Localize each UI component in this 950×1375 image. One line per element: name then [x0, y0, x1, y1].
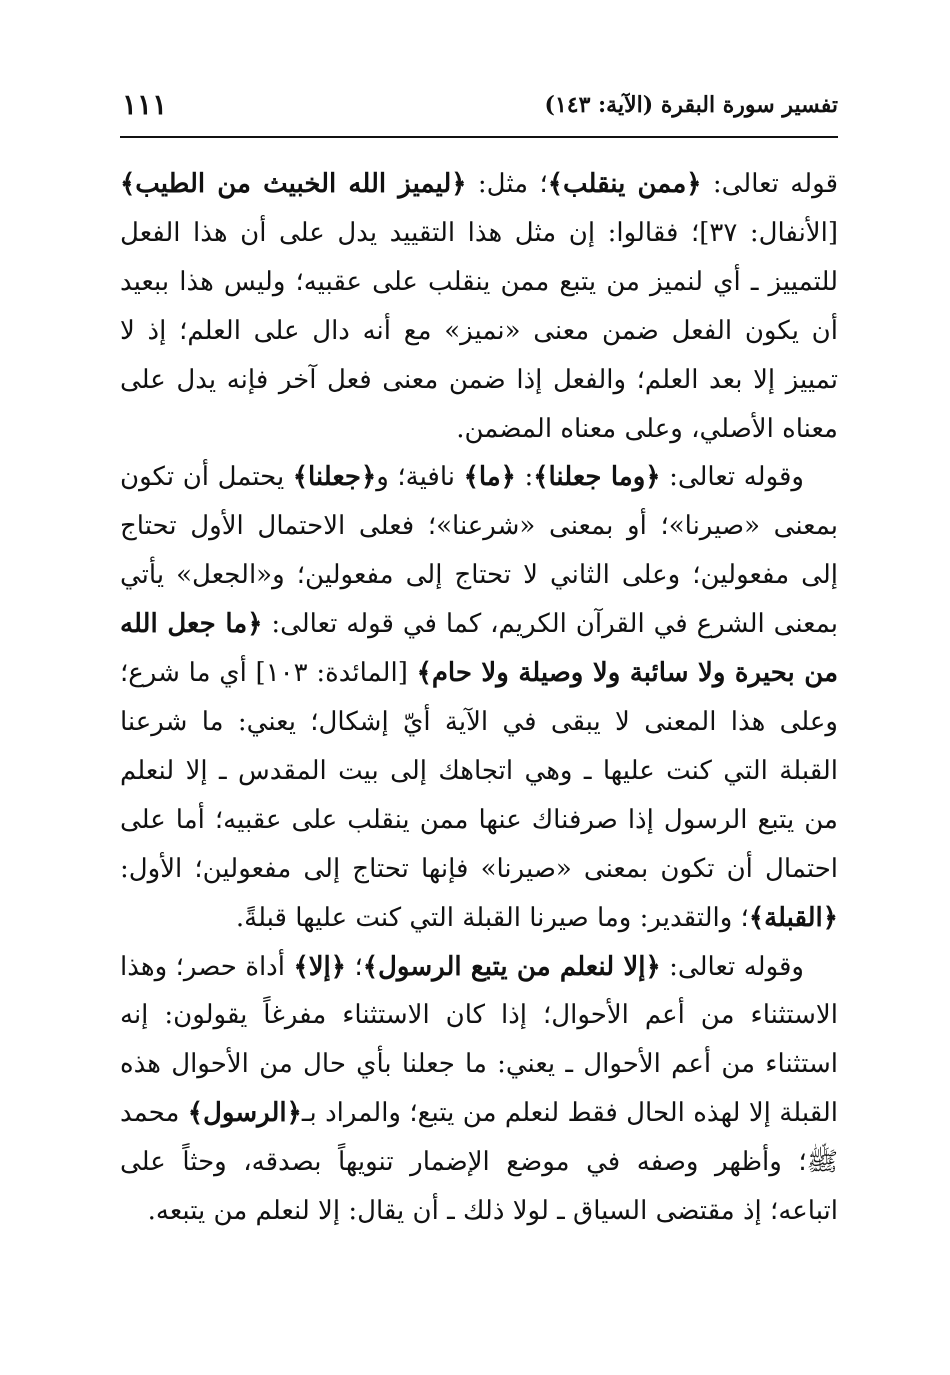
quran-quote: ﴿إلا﴾ — [293, 951, 347, 982]
paragraph-text: ؛ مثل: — [466, 169, 548, 199]
paragraph-text: ؛ — [346, 951, 363, 982]
quran-quote: ﴿ما﴾ — [463, 462, 516, 493]
quran-quote: ﴿وما جعلنا﴾ — [533, 462, 661, 493]
paragraph-text: وقوله تعالى: — [660, 951, 804, 982]
book-page — [120, 88, 838, 1318]
paragraph-2 — [120, 453, 838, 942]
paragraph-text: وقوله تعالى: — [660, 462, 804, 493]
quran-quote: ﴿إلا لنعلم من يتبع الرسول﴾ — [362, 951, 661, 982]
paragraph-text: [الأنفال: ٣٧]؛ فقالوا: إن مثل هذا التقييد يدل على أن هذا الفعل للتمييز ـ أي لنميز من يتبع ممن ينقلب على عقبيه؛ وليس هذا ببعيد أن يكون الفعل ضمن معنى «نميز» مع أنه دال على العلم؛ إذ لا تمييز إلا بعد العلم؛ والفعل إذا ضمن معنى فعل آخر فإنه يدل على معناه الأصلي، وعلى معناه المضمن. — [120, 217, 838, 444]
paragraph-text: قوله تعالى: — [701, 169, 838, 199]
running-title: تفسير سورة البقرة (الآية: ١٤٣) — [544, 92, 838, 118]
paragraph-text: نافية؛ و — [376, 462, 464, 493]
quran-quote: ﴿جعلنا﴾ — [292, 462, 377, 493]
paragraph-text: محمد ﷺ؛ وأظهر وصفه في موضع الإضمار تنويهاً بصدقه، وحثاً على اتباعه؛ إذ مقتضى السياق ـ لولا ذلك ـ أن يقال: إلا لنعلم من يتبعه. — [120, 1098, 838, 1227]
quran-quote: ﴿ليميز الله الخبيث من الطيب﴾ — [120, 169, 467, 199]
quran-quote: ﴿ما جعل الله من بحيرة ولا سائبة ولا وصيلة ولا حام﴾ — [120, 609, 838, 689]
page-number: ١١١ — [122, 88, 168, 121]
paragraph-3 — [120, 943, 838, 1236]
paragraph-text: : — [515, 462, 534, 493]
paragraph-text: أداة حصر؛ وهذا الاستثناء من أعم الأحوال؛ إذا كان الاستثناء مفرغاً يقولون: إنه استثناء من أعم الأحوال ـ يعني: ما جعلنا بأي حال من الأحوال هذه القبلة إلا لهذه الحال فقط لنعلم من يتبع؛ والمراد بـ — [120, 951, 838, 1129]
quran-quote: ﴿ممن ينقلب﴾ — [547, 169, 702, 199]
quran-quote: ﴿الرسول﴾ — [187, 1098, 302, 1129]
paragraph-text: يحتمل أن تكون بمعنى «صيرنا»؛ أو بمعنى «شرعنا»؛ فعلى الاحتمال الأول تحتاج إلى مفعولين؛ وعلى الثاني لا تحتاج إلى مفعولين؛ و«الجعل» يأتي بمعنى الشرع في القرآن الكريم، كما في قوله تعالى: — [120, 462, 838, 640]
page-body — [120, 160, 838, 1236]
page-header — [120, 88, 838, 138]
paragraph-1 — [120, 160, 838, 453]
paragraph-text: [المائدة: ١٠٣] أي ما شرع؛ وعلى هذا المعنى لا يبقى في الآية أيّ إشكال؛ يعني: ما شرعنا القبلة التي كنت عليها ـ وهي اتجاهك إلى بيت المقدس ـ إلا لنعلم من يتبع الرسول إذا صرفناك عنها ممن ينقلب على عقبيه؛ أما على احتمال أن تكون بمعنى «صيرنا» فإنها تحتاج إلى مفعولين؛ الأول: — [120, 658, 838, 884]
quran-quote: ﴿القبلة﴾ — [748, 902, 838, 933]
paragraph-text: ؛ والتقدير: وما صيرنا القبلة التي كنت عليها قبلةً. — [235, 902, 749, 933]
